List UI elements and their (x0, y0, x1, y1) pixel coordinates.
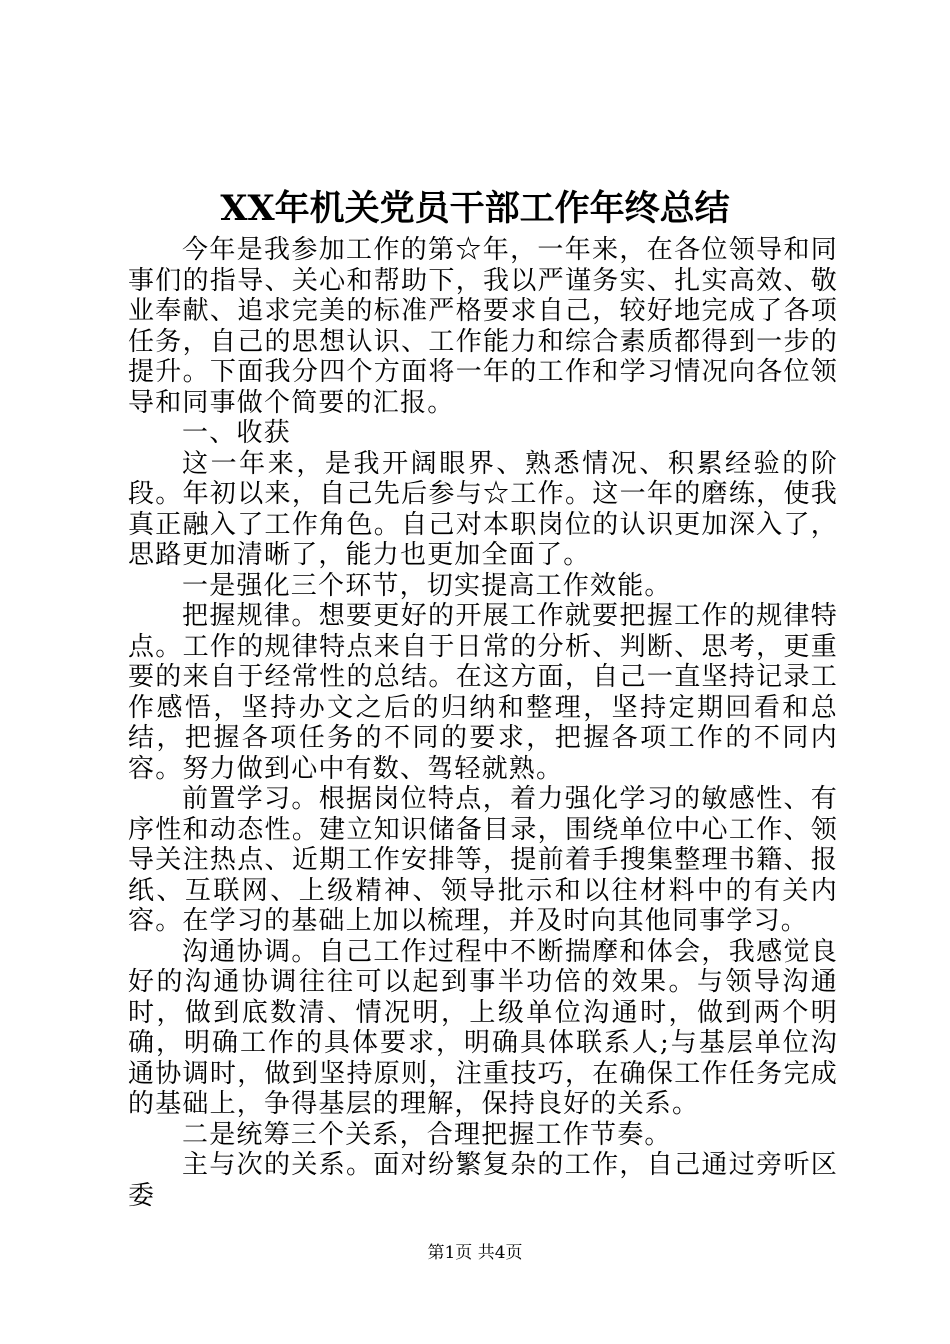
page-footer: 第1页 共4页 (427, 1243, 523, 1263)
paragraph-intro: 今年是我参加工作的第☆年，一年来，在各位领导和同事们的指导、关心和帮助下，我以严谨务实、扎实高效、敬业奉献、追求完美的标准严格要求自己，较好地完成了各项任务，自己的思想认识、工作能力和综合素质都得到一步的提升。下面我分四个方面将一年的工作和学习情况向各位领导和同事做个简要的汇报。 (128, 235, 838, 418)
document-body (128, 235, 838, 1211)
paragraph-pre-study: 前置学习。根据岗位特点，着力强化学习的敏感性、有序性和动态性。建立知识储备目录，围绕单位中心工作、领导关注热点、近期工作安排等，提前着手搜集整理书籍、报纸、互联网、上级精神、领导批示和以往材料中的有关内容。在学习的基础上加以梳理，并及时向其他同事学习。 (128, 784, 838, 936)
paragraph-primary-secondary: 主与次的关系。面对纷繁复杂的工作，自己通过旁听区委 (128, 1150, 838, 1211)
paragraph-communication: 沟通协调。自己工作过程中不断揣摩和体会，我感觉良好的沟通协调往往可以起到事半功倍的效果。与领导沟通时，做到底数清、情况明，上级单位沟通时，做到两个明确，明确工作的具体要求，明确具体联系人;与基层单位沟通协调时，做到坚持原则，注重技巧，在确保工作任务完成的基础上，争得基层的理解，保持良好的关系。 (128, 936, 838, 1119)
paragraph-grasp-rules: 把握规律。想要更好的开展工作就要把握工作的规律特点。工作的规律特点来自于日常的分析、判断、思考，更重要的来自于经常性的总结。在这方面，自己一直坚持记录工作感悟，坚持办文之后的归纳和整理，坚持定期回看和总结，把握各项任务的不同的要求，把握各项工作的不同内容。努力做到心中有数、驾轻就熟。 (128, 601, 838, 784)
document-title: XX年机关党员干部工作年终总结 (220, 188, 730, 229)
section-heading-harvest: 一、收获 (182, 418, 291, 448)
subheading-three-relations: 二是统筹三个关系，合理把握工作节奏。 (182, 1119, 672, 1150)
paragraph-year-review: 这一年来，是我开阔眼界、熟悉情况、积累经验的阶段。年初以来，自己先后参与☆工作。这一年的磨练，使我真正融入了工作角色。自己对本职岗位的认识更加深入了，思路更加清晰了，能力也更加全面了。 (128, 448, 838, 570)
subheading-three-links: 一是强化三个环节，切实提高工作效能。 (182, 570, 672, 601)
